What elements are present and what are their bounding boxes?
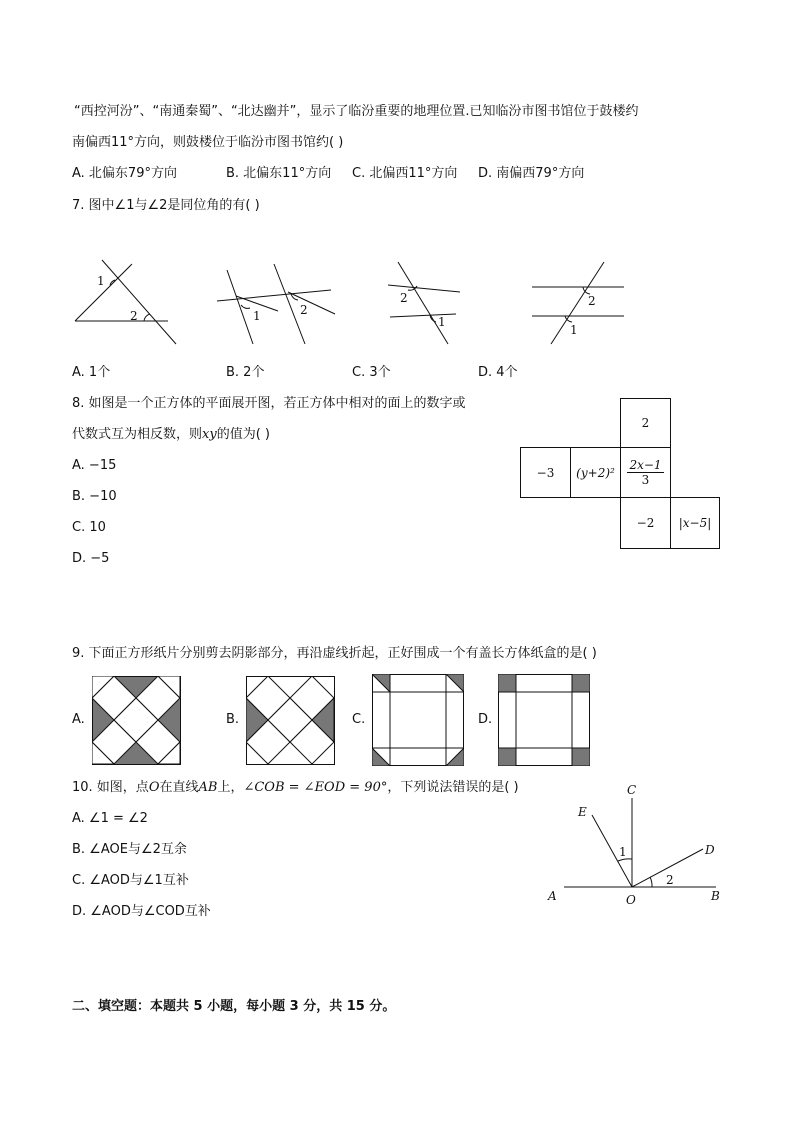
q9-figure-d — [498, 674, 590, 766]
q6-line2: 南偏西11°方向，则鼓楼位于临汾市图书馆约( ) — [72, 135, 344, 150]
q10-stem-prefix: 10. 如图，点 — [72, 780, 149, 795]
q10-equation: ∠COB = ∠EOD = 90° — [243, 780, 388, 795]
q7-option-d: D. 4个 — [478, 365, 518, 380]
q7-a-label-2: 2 — [130, 309, 138, 323]
q7-d-label-2: 2 — [588, 294, 596, 308]
q8-line2-suffix: 的值为( ) — [216, 427, 270, 442]
fraction-numerator: 2x−1 — [629, 458, 662, 472]
q7-b-label-2: 2 — [300, 303, 308, 317]
q9-label-c: C. — [352, 712, 366, 727]
q7-option-b: B. 2个 — [226, 365, 265, 380]
q9-figure-a — [92, 676, 181, 765]
q6-line1: “西控河汾”、“南通秦蜀”、“北达幽并”，显示了临汾重要的地理位置.已知临汾市图书馆位于鼓楼约 — [74, 104, 639, 119]
net-cell-fraction — [620, 447, 671, 498]
net-cell-left: −3 — [520, 447, 571, 498]
q9-stem: 9. 下面正方形纸片分别剪去阴影部分，再沿虚线折起，正好围成一个有盖长方体纸盒的是( ) — [72, 646, 597, 661]
q7-c-label-2: 2 — [400, 291, 408, 305]
q10-label-a: A — [548, 889, 557, 903]
q8-option-d: D. −5 — [72, 551, 110, 566]
q8-var-xy: xy — [202, 427, 217, 442]
q9-label-a: A. — [72, 712, 85, 727]
q7-option-c: C. 3个 — [352, 365, 391, 380]
q10-stem — [72, 780, 519, 796]
q10-option-a: A. ∠1 = ∠2 — [72, 811, 148, 826]
q7-c-label-1: 1 — [438, 315, 446, 329]
q8-line1: 8. 如图是一个正方体的平面展开图，若正方体中相对的面上的数字或 — [72, 396, 466, 411]
q8-option-b: B. −10 — [72, 489, 117, 504]
q7-b-label-1: 1 — [253, 309, 261, 323]
net-cell-middle: (y+2)² — [570, 447, 621, 498]
q7-option-a: A. 1个 — [72, 365, 111, 380]
q10-line-ab: AB — [198, 780, 218, 795]
section-2-heading: 二、填空题：本题共 5 小题，每小题 3 分，共 15 分。 — [72, 999, 396, 1014]
q10-stem-suffix: ，下列说法错误的是( ) — [387, 780, 519, 795]
q6-option-a: A. 北偏东79°方向 — [72, 166, 177, 181]
q8-option-c: C. 10 — [72, 520, 106, 535]
q7-d-label-1: 1 — [570, 323, 578, 337]
fraction — [627, 458, 663, 487]
q7-figure-c — [388, 262, 460, 344]
q6-option-d: D. 南偏西79°方向 — [478, 166, 585, 181]
q10-stem-mid2: 上， — [217, 780, 244, 795]
q10-label-o: O — [626, 893, 636, 907]
q9-label-b: B. — [226, 712, 240, 727]
q7-a-label-1: 1 — [97, 274, 105, 288]
q8-line2 — [72, 427, 270, 443]
q9-figure-b — [246, 676, 335, 765]
q7-figure-a — [75, 260, 176, 344]
q10-point-o: O — [148, 780, 160, 795]
q7-figure-d — [532, 262, 624, 344]
q7-figures — [60, 250, 700, 360]
q10-option-d: D. ∠AOD与∠COD互补 — [72, 904, 211, 919]
q9-label-d: D. — [478, 712, 493, 727]
q8-line2-prefix: 代数式互为相反数，则 — [72, 427, 203, 442]
q10-figure — [540, 778, 730, 910]
q6-option-c: C. 北偏西11°方向 — [352, 166, 458, 181]
q7-figure-b — [217, 264, 335, 344]
q10-label-e: E — [578, 805, 587, 819]
q10-option-b: B. ∠AOE与∠2互余 — [72, 842, 187, 857]
fraction-denominator: 3 — [641, 473, 650, 487]
q7-stem: 7. 图中∠1与∠2是同位角的有( ) — [72, 198, 260, 213]
q9-figure-c — [372, 674, 464, 766]
q10-label-c: C — [627, 783, 637, 797]
q10-label-b: B — [711, 889, 720, 903]
net-cell-top: 2 — [620, 398, 671, 448]
q10-label-d: D — [705, 843, 715, 857]
q10-option-c: C. ∠AOD与∠1互补 — [72, 873, 189, 888]
q8-option-a: A. −15 — [72, 458, 117, 473]
q10-stem-mid1: 在直线 — [159, 780, 199, 795]
q6-option-b: B. 北偏东11°方向 — [226, 166, 332, 181]
net-cell-bottom-right: |x−5| — [670, 497, 720, 549]
q10-label-2: 2 — [666, 873, 674, 887]
net-cell-bottom-left: −2 — [620, 497, 671, 549]
q10-label-1: 1 — [619, 845, 627, 859]
